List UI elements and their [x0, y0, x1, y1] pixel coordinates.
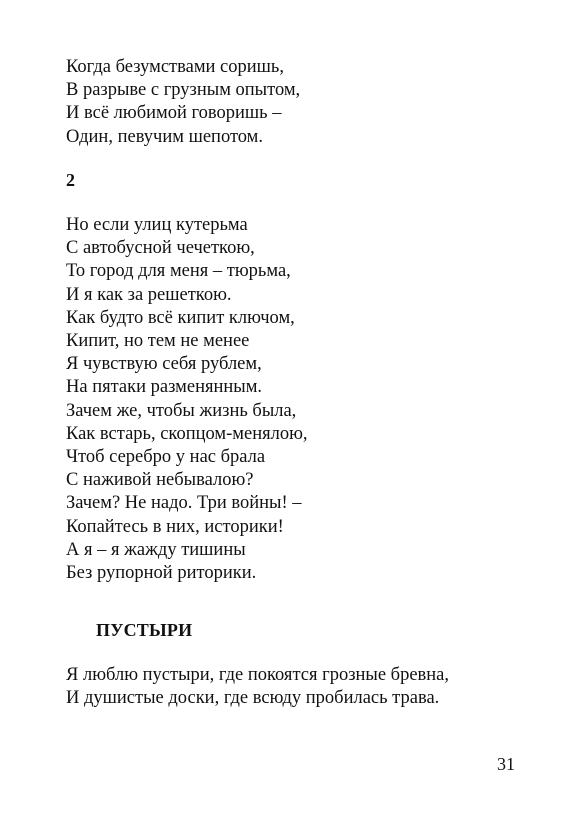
page-number: 31: [497, 754, 515, 774]
verse-line: Кипит, но тем не менее: [66, 331, 250, 352]
verse-line: Как встарь, скопцом-менялою,: [66, 423, 308, 444]
verse-line: То город для меня – тюрьма,: [66, 261, 291, 282]
verse-line: Зачем же, чтобы жизнь была,: [66, 400, 297, 421]
verse-line: Без рупорной риторики.: [66, 563, 257, 584]
verse-line: Я люблю пустыри, где покоятся грозные бревна,: [66, 665, 450, 685]
poem-stanza: [66, 664, 449, 710]
verse-line: Но если улиц кутерьма: [66, 215, 248, 235]
verse-line: И всё любимой говоришь –: [66, 103, 282, 124]
verse-line: А я – я жажду тишины: [66, 539, 246, 560]
verse-line: И я как за решеткою.: [66, 284, 232, 305]
verse-line: Зачем? Не надо. Три войны! –: [66, 493, 302, 514]
verse-line: С автобусной чечеткою,: [66, 238, 255, 259]
poem-stanza: [66, 214, 308, 585]
poem-title: ПУСТЫРИ: [96, 620, 193, 640]
verse-line: Чтоб серебро у нас брала: [66, 447, 266, 468]
verse-line: И душистые доски, где всюду пробилась трава.: [66, 688, 440, 709]
poem-stanza: [66, 56, 300, 149]
verse-line: В разрыве с грузным опытом,: [66, 80, 301, 101]
verse-line: Как будто всё кипит ключом,: [66, 307, 295, 328]
section-number: 2: [66, 170, 75, 190]
verse-line: С наживой небывалою?: [66, 470, 254, 491]
verse-line: На пятаки разменянным.: [66, 377, 263, 398]
verse-line: Копайтесь в них, историки!: [66, 516, 284, 537]
verse-line: Когда безумствами соришь,: [66, 57, 284, 77]
verse-line: Я чувствую себя рублем,: [66, 354, 262, 375]
verse-line: Один, певучим шепотом.: [66, 126, 264, 147]
